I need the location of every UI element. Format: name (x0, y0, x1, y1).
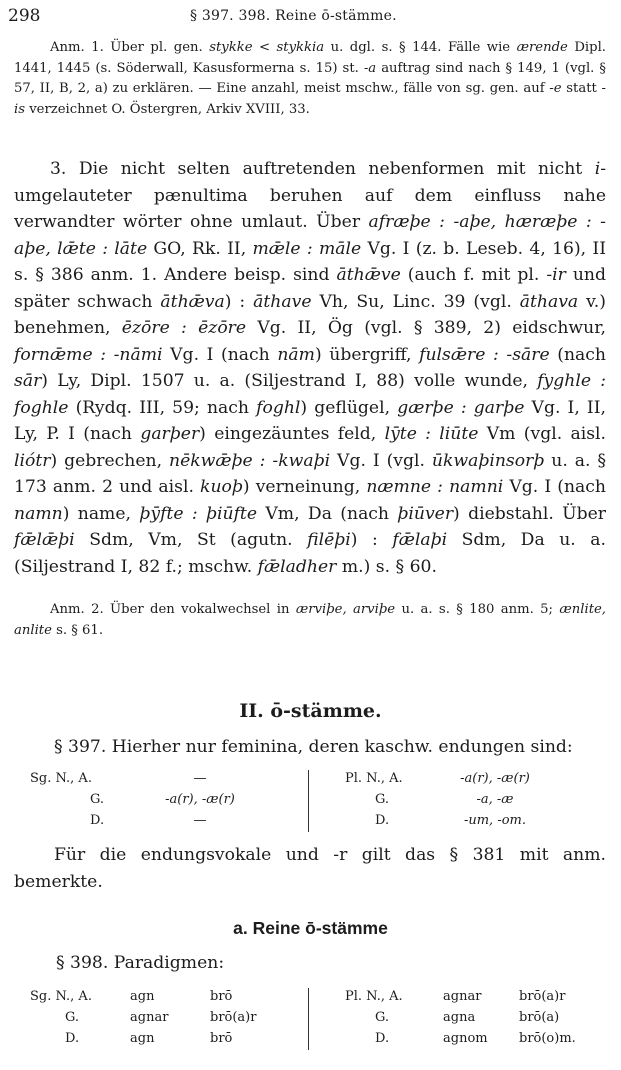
paragraph-3: 3. Die nicht selten auftretenden nebenformen mit nicht i-umgelauteter pænultima beruhen auf dem einfluss nahe verwandter wörter ohne umlaut. Über afræþe : -aþe, hæræþe : -aþe, lǣte : lāte GO, Rk. II, mǣle : māle Vg. I (z. b. Leseb. 4, 16), II s. § 386 anm. 1. Andere beisp. sind āthǣve (auch f. mit pl. -ir und später schwach āthǣva) : āthave Vh, Su, Linc. 39 (vgl. āthava v.) benehmen, ēzōre : ēzōre Vg. II, Ög (vgl. § 389, 2) eidschwur, fornǣme : -nāmi Vg. I (nach nām) übergriff, fulsǣre : -sāre (nach sār) Ly, Dipl. 1507 u. a. (Siljestrand I, 88) volle wunde, fyghle : foghle (Rydq. III, 59; nach foghl) geflügel, gærþe : garþe Vg. I, II, Ly, P. I (nach garþer) eingezäuntes feld, lȳte : liūte Vm (vgl. aisl. liótr) gebrechen, nēkwǣþe : -kwaþi Vg. I (vgl. ūkwaþinsorþ u. a. § 173 anm. 2 und aisl. kuoþ) verneinung, næmne : namni Vg. I (nach namn) name, þȳfte : þiūfte Vm, Da (nach þiūver) diebstahl. Über fǣlǣþi Sdm, Vm, St (agutn. filēþi) : fǣlaþi Sdm, Da u. a. (Siljestrand I, 82 f.; mschw. fǣladher m.) s. § 60. (14, 159, 607, 577)
ending-value: -a(r), -æ(r) (460, 771, 530, 786)
section-heading (0, 700, 621, 722)
table-row (345, 810, 550, 831)
case-label: D. (375, 1031, 390, 1046)
ending-value: — (193, 813, 207, 828)
form-bro: brō(a) (519, 1010, 560, 1025)
table-row (30, 986, 290, 1007)
ending-value: -um, -om. (463, 813, 527, 828)
case-label: Sg. N., A. (30, 771, 92, 786)
table-row (345, 1028, 609, 1049)
table-row (30, 1028, 290, 1049)
form-agn: agnar (443, 989, 482, 1004)
case-label: Pl. N., A. (345, 989, 403, 1004)
running-title: § 397. 398. Reine ō-stämme. (190, 8, 397, 24)
table-row (345, 986, 609, 1007)
case-label: D. (90, 813, 105, 828)
table-row (345, 789, 550, 810)
case-label: D. (375, 813, 390, 828)
table-row (30, 768, 260, 789)
case-label: G. (375, 1010, 390, 1025)
form-agn: agnar (130, 1010, 169, 1025)
endings-table-singular (30, 768, 280, 831)
table-divider (308, 988, 309, 1050)
section-intro: § 397. Hierher nur feminina, deren kaschw. endungen sind: (54, 737, 573, 757)
ending-value: — (193, 771, 207, 786)
case-label: Pl. N., A. (345, 771, 403, 786)
case-label: D. (65, 1031, 80, 1046)
form-bro: brō(a)r (210, 1010, 257, 1025)
form-agn: agn (130, 1031, 155, 1046)
paradigm-table-singular (30, 986, 300, 1049)
table-row (30, 810, 260, 831)
subsection-heading: a. Reine ō-stämme (233, 918, 388, 938)
table-row (345, 768, 550, 789)
form-agn: agnom (443, 1031, 488, 1046)
case-label: G. (375, 792, 390, 807)
table-row (30, 789, 260, 810)
form-bro: brō(a)r (519, 989, 566, 1004)
case-label: Sg. N., A. (30, 989, 92, 1004)
paradigm-table-plural (345, 986, 615, 1049)
form-bro: brō (210, 1031, 233, 1046)
case-label: G. (90, 792, 105, 807)
table-row (345, 1007, 609, 1028)
section-remark: Für die endungsvokale und -r gilt das § 381 mit anm. bemerkte. (14, 845, 606, 892)
ending-value: -a(r), -æ(r) (165, 792, 235, 807)
subsection-intro: § 398. Paradigmen: (56, 953, 225, 973)
anm2-note: Anm. 2. Über den vokalwechsel in ærviþe, arviþe u. a. s. § 180 anm. 5; ænlite, anlite s. § 61. (14, 602, 606, 638)
form-agn: agna (443, 1010, 476, 1025)
section-title: ō-stämme. (270, 700, 382, 722)
page-number: 298 (8, 6, 41, 26)
form-agn: agn (130, 989, 155, 1004)
anm1-note: Anm. 1. Über pl. gen. stykke < stykkia u. dgl. s. § 144. Fälle wie ærende Dipl. 1441, 1445 (s. Söderwall, Kasusformerna s. 15) st. -a auftrag sind nach § 149, 1 (vgl. § 57, II, B, 2, a) zu erklären. — Eine anzahl, meist mschw., fälle von sg. gen. auf -e statt -is verzeichnet O. Östergren, Arkiv XVIII, 33. (14, 40, 606, 117)
section-number: II. (239, 700, 264, 722)
form-bro: brō (210, 989, 233, 1004)
ending-value: -a, -æ (476, 792, 514, 807)
table-row (30, 1007, 290, 1028)
case-label: G. (65, 1010, 80, 1025)
table-divider (308, 770, 309, 832)
endings-table-plural (345, 768, 595, 831)
form-bro: brō(o)m. (519, 1031, 576, 1046)
